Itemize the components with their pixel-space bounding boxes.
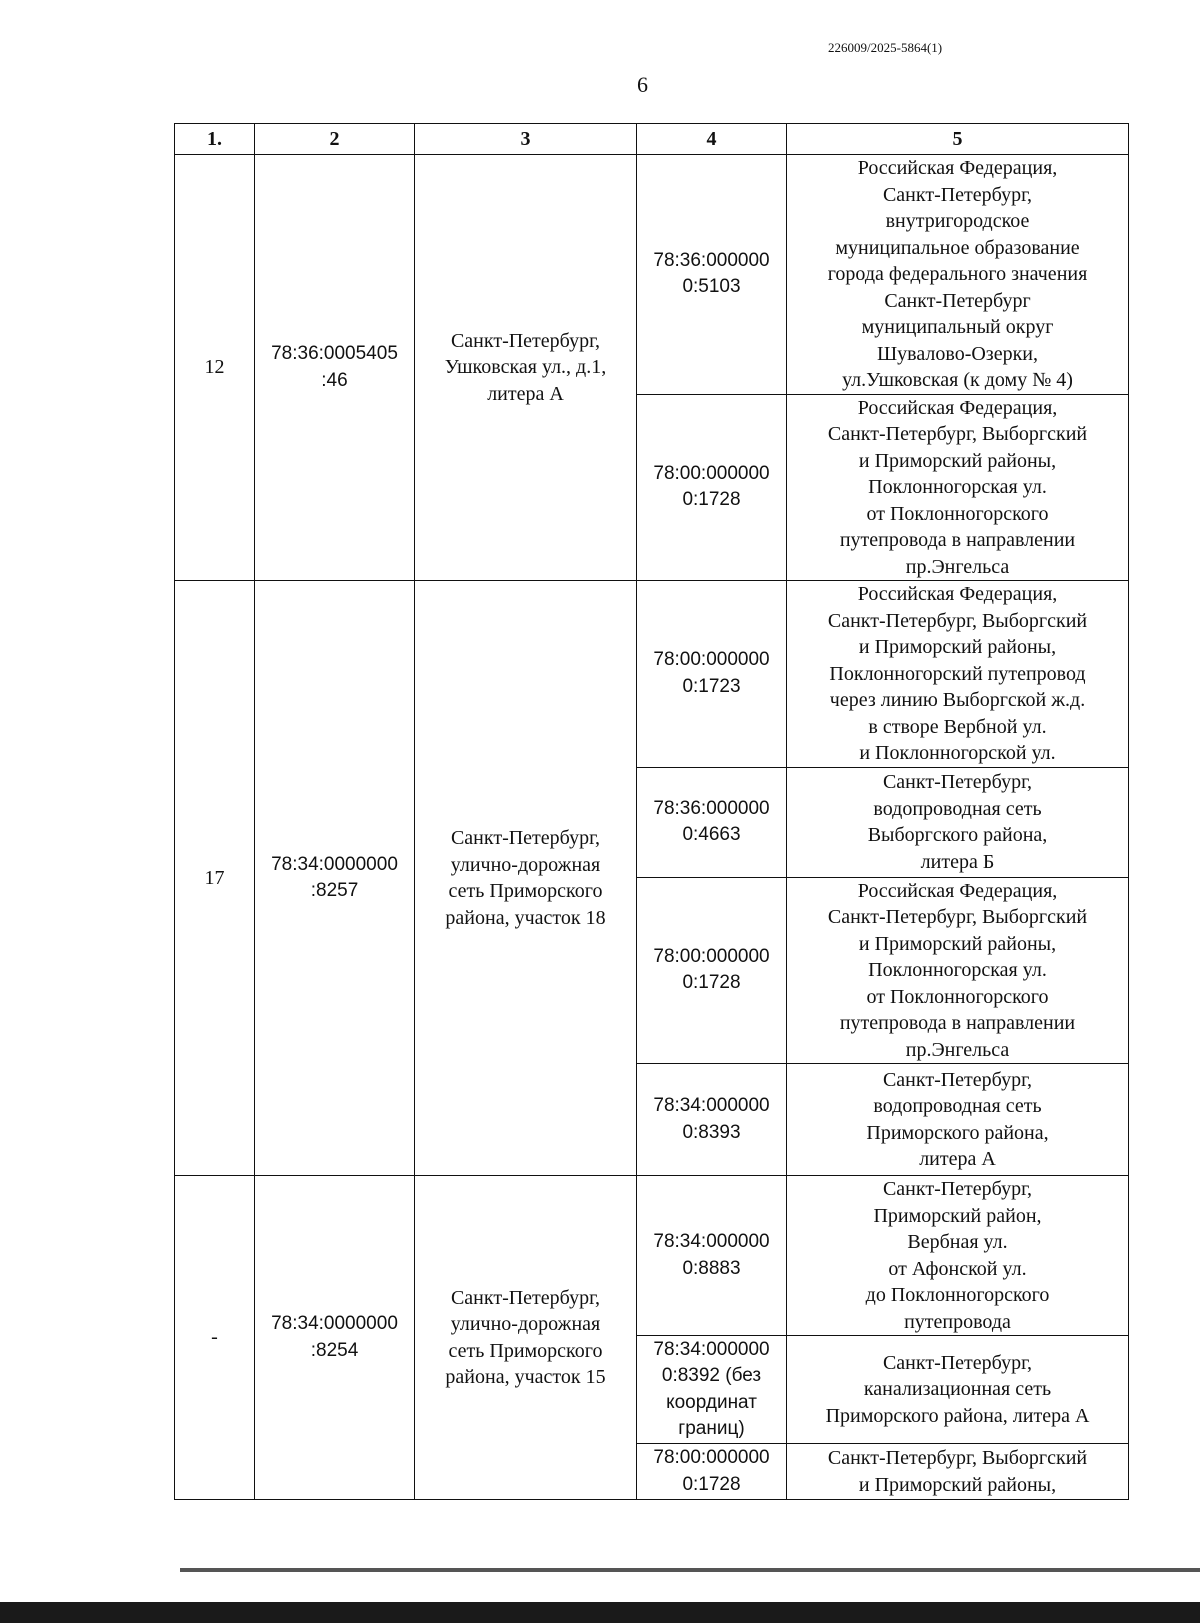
document-number: 226009/2025-5864(1) — [828, 40, 943, 55]
row-number: - — [175, 1176, 255, 1500]
header-col-4: 4 — [637, 124, 787, 155]
table-row — [175, 1176, 1129, 1336]
related-location: Санкт-Петербург, канализационная сеть Приморского района, литера А — [787, 1336, 1129, 1444]
object-address: Санкт-Петербург, улично-дорожная сеть Приморского района, участок 15 — [415, 1176, 637, 1500]
object-address: Санкт-Петербург, улично-дорожная сеть Приморского района, участок 18 — [415, 581, 637, 1176]
header-col-2: 2 — [255, 124, 415, 155]
object-address: Санкт-Петербург, Ушковская ул., д.1, литера А — [415, 155, 637, 581]
related-location: Санкт-Петербург, водопроводная сеть Приморского района, литера А — [787, 1064, 1129, 1176]
cadastral-number: 78:34:0000000 :8254 — [255, 1176, 415, 1500]
related-location: Санкт-Петербург, Приморский район, Вербная ул. от Афонской ул. до Поклонногорского путепровода — [787, 1176, 1129, 1336]
related-cadastral-number: 78:34:000000 0:8393 — [637, 1064, 787, 1176]
related-location: Российская Федерация, Санкт-Петербург, Выборгский и Приморский районы, Поклонногорский путепровод через линию Выборгской ж.д. в створе Вербной ул. и Поклонногорской ул. — [787, 581, 1129, 768]
page-number: 6 — [637, 72, 648, 97]
cadastral-number: 78:34:0000000 :8257 — [255, 581, 415, 1176]
scan-bottom-border — [0, 1602, 1200, 1623]
header-col-3: 3 — [415, 124, 637, 155]
scan-edge-line — [180, 1568, 1200, 1572]
table-header-row — [175, 124, 1129, 155]
cadastral-number: 78:36:0005405 :46 — [255, 155, 415, 581]
table-row — [175, 581, 1129, 768]
row-number: 12 — [175, 155, 255, 581]
header-col-5: 5 — [787, 124, 1129, 155]
related-cadastral-number: 78:34:000000 0:8392 (без координат границ) — [637, 1336, 787, 1444]
related-location: Санкт-Петербург, водопроводная сеть Выборгского района, литера Б — [787, 767, 1129, 877]
related-cadastral-number: 78:00:000000 0:1728 — [637, 1444, 787, 1500]
related-location: Российская Федерация, Санкт-Петербург, внутригородское муниципальное образование города федерального значения Санкт-Петербург муниципальный округ Шувалово-Озерки, ул.Ушковская (к дому № 4) — [787, 155, 1129, 395]
table-row — [175, 155, 1129, 395]
related-location: Российская Федерация, Санкт-Петербург, Выборгский и Приморский районы, Поклонногорская ул. от Поклонногорского путепровода в направлении пр.Энгельса — [787, 394, 1129, 581]
header-col-1: 1. — [175, 124, 255, 155]
related-cadastral-number: 78:36:000000 0:4663 — [637, 767, 787, 877]
related-cadastral-number: 78:00:000000 0:1728 — [637, 877, 787, 1064]
row-number: 17 — [175, 581, 255, 1176]
related-cadastral-number: 78:36:000000 0:5103 — [637, 155, 787, 395]
register-table — [174, 123, 1129, 1500]
related-location: Санкт-Петербург, Выборгский и Приморский районы, — [787, 1444, 1129, 1500]
related-cadastral-number: 78:34:000000 0:8883 — [637, 1176, 787, 1336]
related-cadastral-number: 78:00:000000 0:1723 — [637, 581, 787, 768]
related-cadastral-number: 78:00:000000 0:1728 — [637, 394, 787, 581]
related-location: Российская Федерация, Санкт-Петербург, Выборгский и Приморский районы, Поклонногорская ул. от Поклонногорского путепровода в направлении пр.Энгельса — [787, 877, 1129, 1064]
